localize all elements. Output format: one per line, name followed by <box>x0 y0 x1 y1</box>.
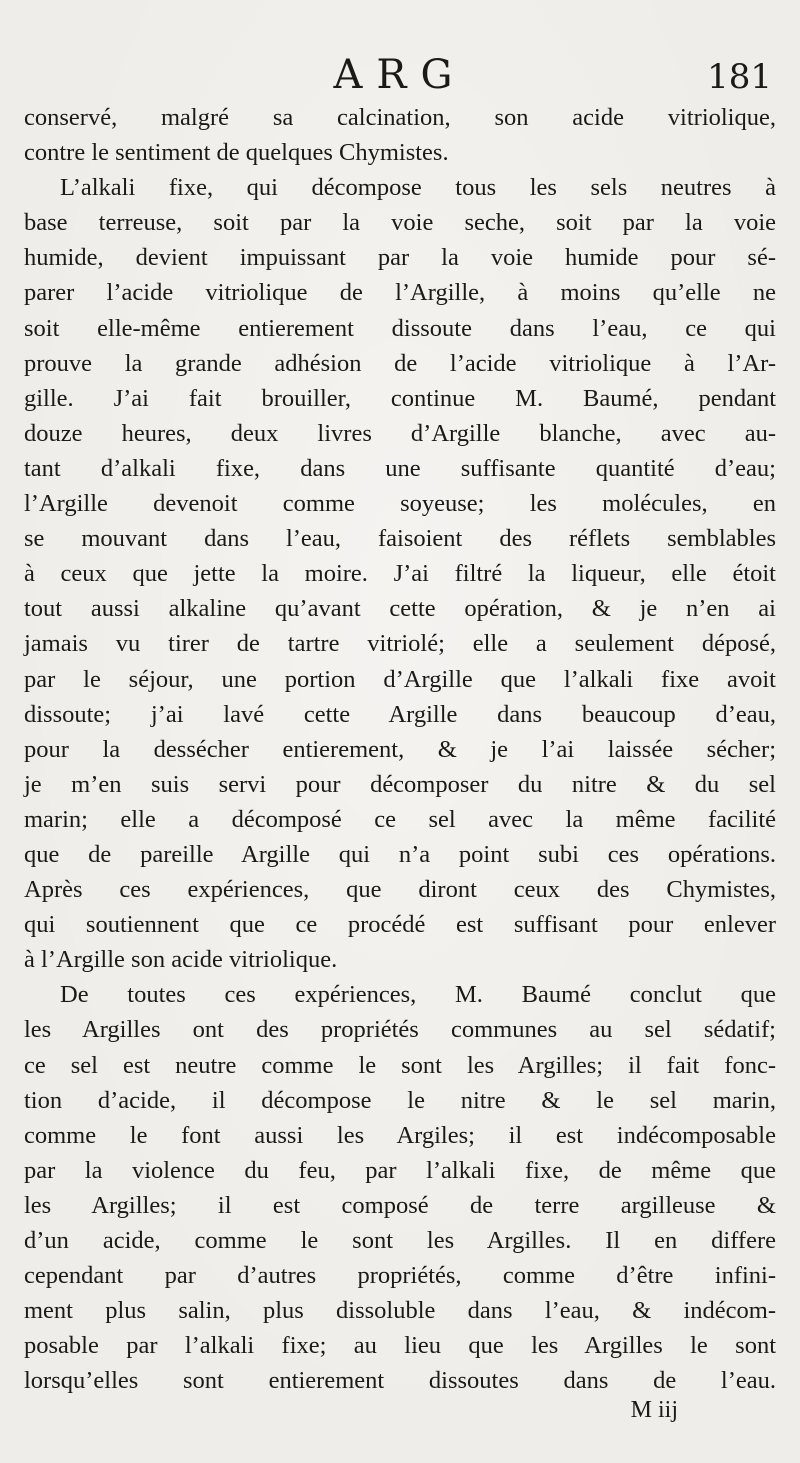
text-line: que de pareille Argille qui n’a point subi ces opérations. <box>24 840 776 868</box>
text-line: humide, devient impuissant par la voie humide pour sé- <box>24 244 776 272</box>
text-line: ce sel est neutre comme le sont les Argilles; il fait fonc- <box>24 1051 776 1079</box>
text-line: contre le sentiment de quelques Chymistes. <box>24 139 449 167</box>
text-line: comme le font aussi les Argiles; il est indécomposable <box>24 1121 776 1149</box>
text-line: L’alkali fixe, qui décompose tous les sels neutres à <box>60 174 776 202</box>
text-line: tion d’acide, il décompose le nitre & le sel marin, <box>24 1086 776 1114</box>
text-line: lorsqu’elles sont entierement dissoutes dans de l’eau. <box>24 1367 776 1395</box>
text-line: ment plus salin, plus dissoluble dans l’eau, & indécom- <box>24 1297 776 1325</box>
running-head-title: ARG <box>333 52 467 98</box>
text-line: tout aussi alkaline qu’avant cette opération, & je n’en ai <box>24 595 776 623</box>
text-line: je m’en suis servi pour décomposer du nitre & du sel <box>24 770 776 798</box>
text-line: conservé, malgré sa calcination, son acide vitriolique, <box>24 104 776 131</box>
text-line: marin; elle a décomposé ce sel avec la même facilité <box>24 805 776 833</box>
text-line: qui soutiennent que ce procédé est suffisant pour enlever <box>24 911 776 939</box>
text-line: cependant par d’autres propriétés, comme d’être infini- <box>24 1262 776 1290</box>
text-line: se mouvant dans l’eau, faisoient des réflets semblables <box>24 525 776 553</box>
text-line: pour la dessécher entierement, & je l’ai laissée sécher; <box>24 735 776 763</box>
text-line: les Argilles; il est composé de terre argilleuse & <box>24 1191 776 1219</box>
text-line: par la violence du feu, par l’alkali fixe, de même que <box>24 1156 776 1184</box>
running-head <box>0 50 800 100</box>
text-line: l’Argille devenoit comme soyeuse; les molécules, en <box>24 490 776 518</box>
body-text <box>24 100 776 1398</box>
text-line: soit elle-même entierement dissoute dans l’eau, ce qui <box>24 314 776 342</box>
text-line: d’un acide, comme le sont les Argilles. Il en differe <box>24 1227 776 1254</box>
text-line: les Argilles ont des propriétés communes au sel sédatif; <box>24 1016 776 1044</box>
text-line: tant d’alkali fixe, dans une suffisante quantité d’eau; <box>24 454 776 482</box>
text-line: base terreuse, soit par la voie seche, soit par la voie <box>24 209 776 237</box>
text-line: douze heures, deux livres d’Argille blanche, avec au- <box>24 419 776 447</box>
page-number: 181 <box>707 57 772 97</box>
text-line: Après ces expériences, que diront ceux des Chymistes, <box>24 876 776 904</box>
text-line: jamais vu tirer de tartre vitriolé; elle a seulement déposé, <box>24 630 776 658</box>
text-line: à ceux que jette la moire. J’ai filtré la liqueur, elle étoit <box>24 560 776 588</box>
text-line: gille. J’ai fait brouiller, continue M. Baumé, pendant <box>24 384 776 412</box>
text-line: De toutes ces expériences, M. Baumé conclut que <box>60 981 776 1009</box>
text-line: à l’Argille son acide vitriolique. <box>24 946 338 974</box>
text-line: par le séjour, une portion d’Argille que l’alkali fixe avoit <box>24 665 776 693</box>
text-line: parer l’acide vitriolique de l’Argille, à moins qu’elle ne <box>24 279 776 307</box>
signature-mark: M iij <box>630 1397 678 1423</box>
text-line: dissoute; j’ai lavé cette Argille dans beaucoup d’eau, <box>24 700 776 728</box>
text-line: prouve la grande adhésion de l’acide vitriolique à l’Ar- <box>24 349 776 377</box>
text-line: posable par l’alkali fixe; au lieu que les Argilles le sont <box>24 1332 776 1360</box>
